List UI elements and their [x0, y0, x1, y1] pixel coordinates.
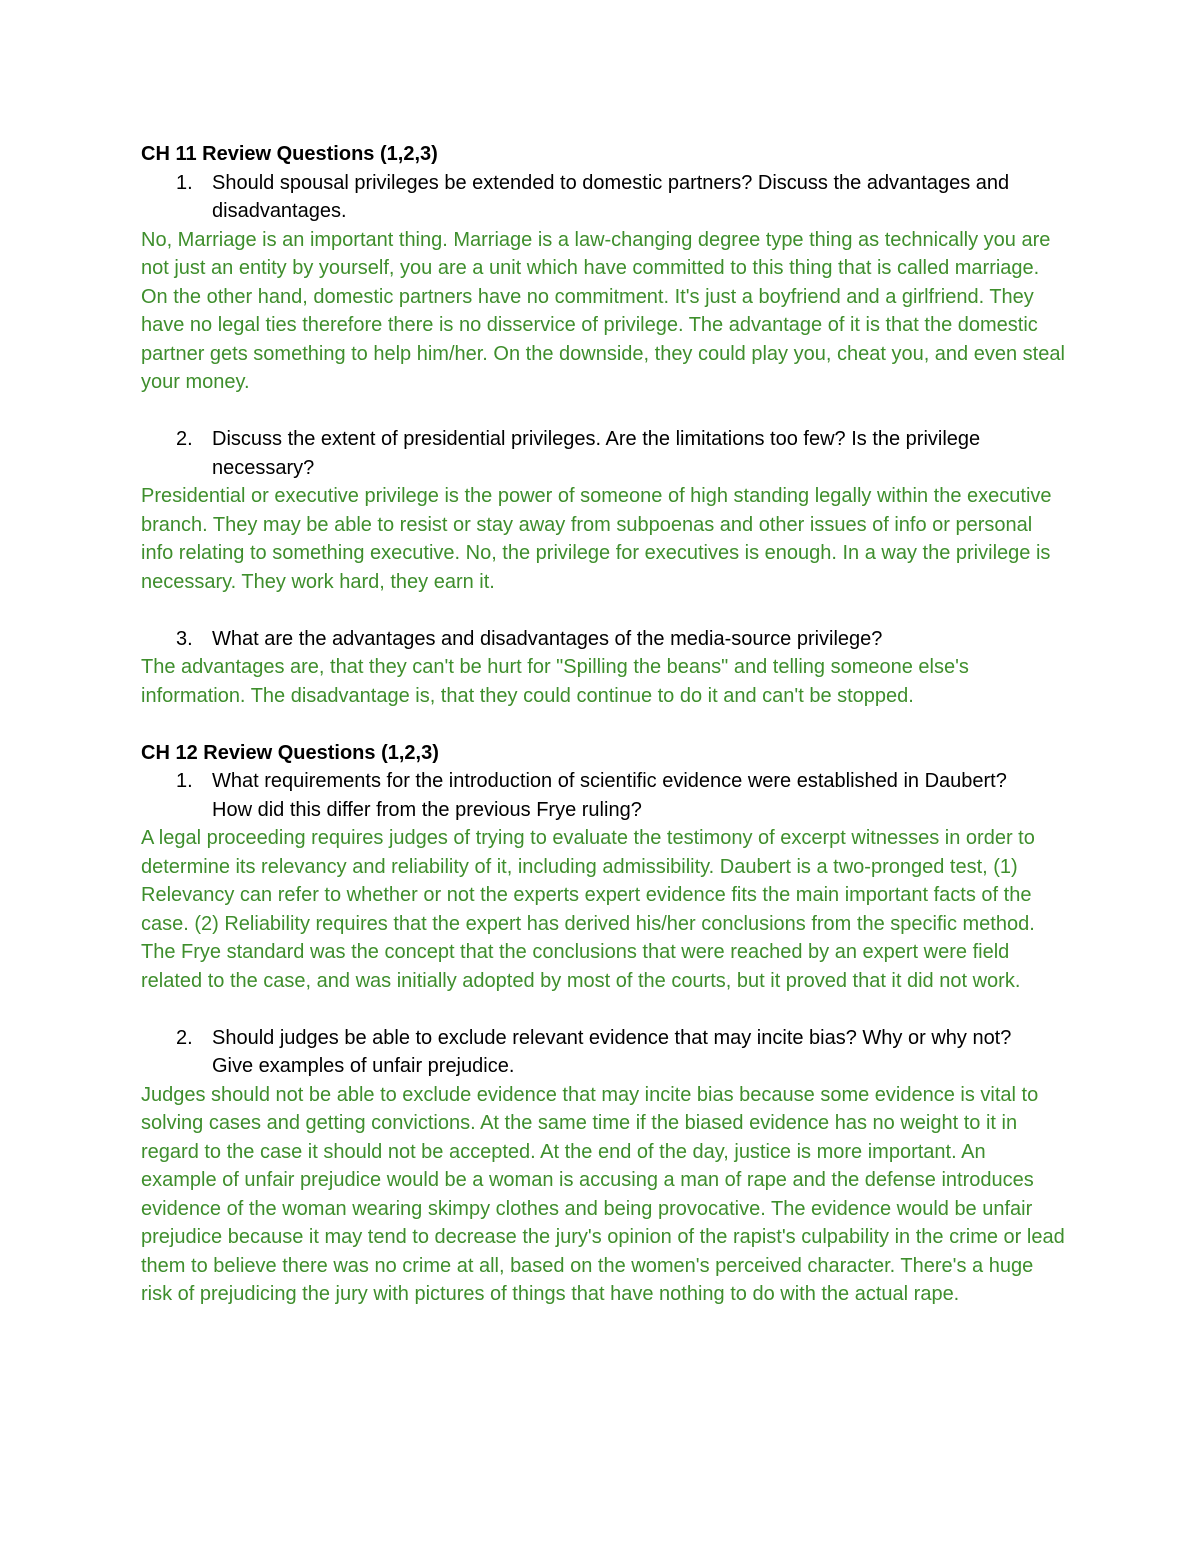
- question-ch11-1: [141, 169, 1042, 226]
- question-ch12-2: [141, 1024, 1042, 1081]
- spacer: [141, 596, 1071, 625]
- answer-ch12-1: A legal proceeding requires judges of trying to evaluate the testimony of excerpt witnesses in order to determine its relevancy and reliability of it, including admissibility. Daubert is a two-pronged test, (1) Relevancy can refer to whether or not the experts expert evidence fits the main important facts of the case. (2) Reliability requires that the expert has derived his/her conclusions from the specific method. The Frye standard was the concept that the conclusions that were reached by an expert were field related to the case, and was initially adopted by most of the courts, but it proved that it did not work.: [141, 827, 1035, 992]
- question-number: 2.: [176, 1026, 193, 1049]
- question-ch11-2: [141, 425, 1042, 482]
- question-number: 1.: [176, 171, 193, 194]
- question-ch11-3: [141, 625, 1042, 654]
- section-title-ch11: CH 11 Review Questions (1,2,3): [141, 143, 438, 165]
- document-page: [141, 140, 1071, 1309]
- question-ch12-1: [141, 767, 1042, 824]
- question-text: Discuss the extent of presidential privileges. Are the limitations too few? Is the privilege necessary?: [212, 428, 981, 479]
- answer-ch11-2: Presidential or executive privilege is the power of someone of high standing legally within the executive branch. They may be able to resist or stay away from subpoenas and other issues of info or personal info relating to something executive. No, the privilege for executives is enough. In a way the privilege is necessary. They work hard, they earn it.: [141, 485, 1052, 593]
- spacer: [141, 397, 1071, 426]
- section-title-ch12: CH 12 Review Questions (1,2,3): [141, 741, 439, 764]
- question-text: Should spousal privileges be extended to domestic partners? Discuss the advantages and disadvantages.: [212, 171, 1010, 222]
- question-number: 1.: [176, 770, 193, 792]
- spacer: [141, 995, 1071, 1024]
- answer-ch11-1: No, Marriage is an important thing. Marriage is a law-changing degree type thing as technically you are not just an entity by yourself, you are a unit which have committed to this thing that is called marriage. On the other hand, domestic partners have no commitment. It's just a boyfriend and a girlfriend. They have no legal ties therefore there is no disservice of privilege. The advantage of it is that the domestic partner gets something to help him/her. On the downside, they could play you, cheat you, and even steal your money.: [141, 228, 1065, 393]
- question-number: 3.: [176, 627, 193, 650]
- answer-ch11-3: The advantages are, that they can't be hurt for "Spilling the beans" and telling someone else's information. The disadvantage is, that they could continue to do it and can't be stopped.: [141, 656, 969, 707]
- question-text: What requirements for the introduction of scientific evidence were established in Daubert? How did this differ from the previous Frye ruling?: [212, 770, 1007, 821]
- question-number: 2.: [176, 428, 193, 450]
- answer-ch12-2: Judges should not be able to exclude evidence that may incite bias because some evidence is vital to solving cases and getting convictions. At the same time if the biased evidence has no weight to it in regard to the case it should not be accepted. At the end of the day, justice is more important. An example of unfair prejudice would be a woman is accusing a man of rape and the defense introduces evidence of the woman wearing skimpy clothes and being provocative. The evidence would be unfair prejudice because it may tend to decrease the jury's opinion of the rapist's culpability in the crime or lead them to believe there was no crime at all, based on the women's perceived character. There's a huge risk of prejudicing the jury with pictures of things that have nothing to do with the actual rape.: [141, 1083, 1065, 1305]
- spacer: [141, 710, 1071, 739]
- question-text: What are the advantages and disadvantages of the media-source privilege?: [212, 627, 883, 650]
- question-text: Should judges be able to exclude relevant evidence that may incite bias? Why or why not? Give examples of unfair prejudice.: [212, 1026, 1012, 1077]
